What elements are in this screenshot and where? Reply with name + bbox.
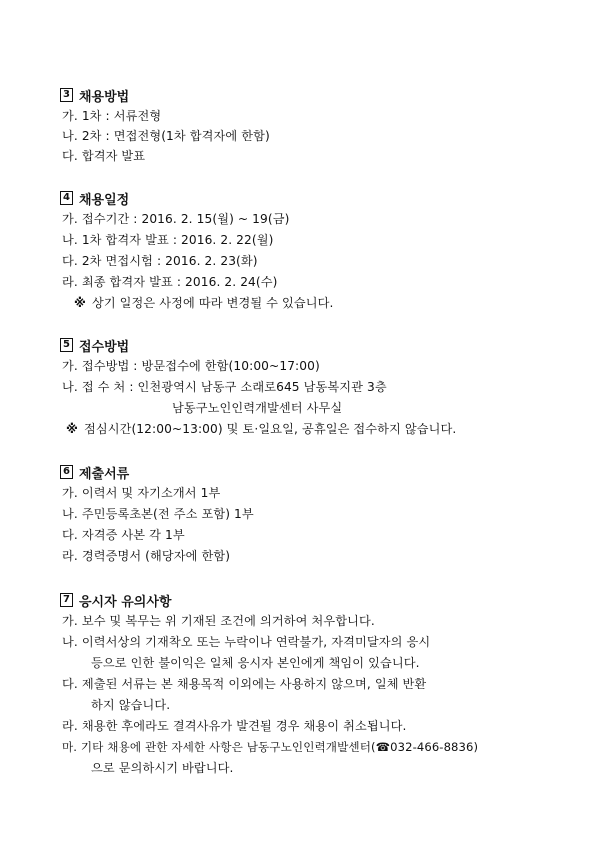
section-heading [60, 336, 129, 354]
section-number: 7 [60, 593, 73, 607]
section-title: 채용방법 [79, 89, 130, 105]
section-heading [60, 189, 129, 207]
list-item: 라. 최종 합격자 발표 : 2016. 2. 24(수) [62, 275, 278, 289]
list-item: 다. 자격증 사본 각 1부 [62, 528, 185, 542]
list-item: 나. 주민등록초본(전 주소 포함) 1부 [62, 507, 254, 521]
section-heading [60, 86, 129, 104]
list-item-continuation: 등으로 인한 불이익은 일체 응시자 본인에게 책임이 있습니다. [91, 656, 420, 670]
list-item: 가. 이력서 및 자기소개서 1부 [62, 486, 221, 500]
list-item: 나. 1차 합격자 발표 : 2016. 2. 22(월) [62, 233, 274, 247]
note-text: 상기 일정은 사정에 따라 변경될 수 있습니다. [91, 296, 334, 310]
list-item: 가. 1차 : 서류전형 [62, 109, 162, 123]
note-text: 점심시간(12:00~13:00) 및 토·일요일, 공휴일은 접수하지 않습니다. [83, 422, 457, 436]
section-heading [60, 591, 171, 609]
list-item: 가. 접수방법 : 방문접수에 한함(10:00~17:00) [62, 359, 320, 373]
list-item: 마. 기타 채용에 관한 자세한 사항은 남동구노인인력개발센터(☎032-466-8836) [62, 740, 479, 754]
list-item: 다. 합격자 발표 [62, 149, 146, 163]
section-number: 4 [60, 191, 73, 205]
list-item: 나. 접 수 처 : 인천광역시 남동구 소래로645 남동복지관 3층 [62, 380, 387, 394]
list-item-continuation: 으로 문의하시기 바랍니다. [91, 761, 234, 775]
application-note [66, 420, 456, 438]
list-item: 나. 이력서상의 기재착오 또는 누락이나 연락불가, 자격미달자의 응시 [62, 635, 431, 649]
section-heading [60, 463, 129, 481]
list-item: 다. 2차 면접시험 : 2016. 2. 23(화) [62, 254, 258, 268]
list-item: 가. 접수기간 : 2016. 2. 15(월) ~ 19(금) [62, 212, 290, 226]
note-mark: ※ [66, 422, 78, 436]
section-title: 채용일정 [79, 192, 130, 208]
list-item-continuation: 하지 않습니다. [91, 698, 171, 712]
section-number: 3 [60, 88, 73, 102]
section-title: 제출서류 [79, 466, 130, 482]
section-number: 5 [60, 338, 73, 352]
section-number: 6 [60, 465, 73, 479]
list-item: 다. 제출된 서류는 본 채용목적 이외에는 사용하지 않으며, 일체 반환 [62, 677, 427, 691]
list-item: 가. 보수 및 복무는 위 기재된 조건에 의거하여 처우합니다. [62, 614, 375, 628]
section-title: 응시자 유의사항 [79, 594, 172, 610]
list-item: 라. 채용한 후에라도 결격사유가 발견될 경우 채용이 취소됩니다. [62, 719, 407, 733]
list-item: 나. 2차 : 면접전형(1차 합격자에 한함) [62, 129, 270, 143]
list-item: 라. 경력증명서 (해당자에 한함) [62, 549, 231, 563]
schedule-note [74, 294, 334, 312]
note-mark: ※ [74, 296, 86, 310]
section-title: 접수방법 [79, 339, 130, 355]
list-item-continuation: 남동구노인인력개발센터 사무실 [172, 401, 343, 415]
